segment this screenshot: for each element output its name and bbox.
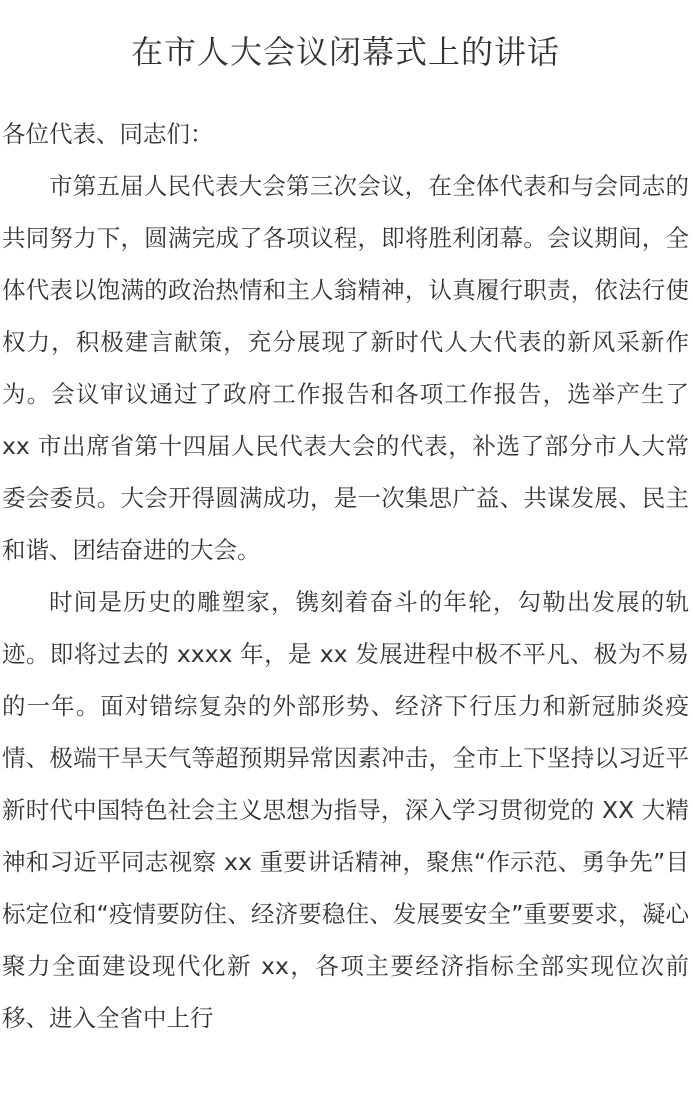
salutation: 各位代表、同志们： (2, 120, 214, 148)
document-title: 在市人大会议闭幕式上的讲话 (130, 33, 560, 71)
paragraph: 时间是历史的雕塑家，镌刻着奋斗的年轮，勾勒出发展的轨迹。即将过去的 xxxx 年，是 xx 发展进程中极不平凡、极为不易的一年。面对错综复杂的外部形势、经济下行压力和新冠肺炎疫情、极端干旱天气等超预期异常因素冲击，全市上下坚持以习近平新时代中国特色社会主义思想为指导，深入学习贯彻党的 XX 大精神和习近平同志视察 xx 重要讲话精神，聚焦“作示范、勇争先”目标定位和“疫情要防住、经济要稳住、发展要安全”重要要求，凝心聚力全面建设现代化新 xx，各项主要经济指标全部实现位次前移、进入全省中上行 (2, 588, 689, 1032)
paragraph: 市第五届人民代表大会第三次会议，在全体代表和与会同志的共同努力下，圆满完成了各项议程，即将胜利闭幕。会议期间，全体代表以饱满的政治热情和主人翁精神，认真履行职责，依法行使权力，积极建言献策，充分展现了新时代人大代表的新风采新作为。会议审议通过了政府工作报告和各项工作报告，选举产生了 xx 市出席省第十四届人民代表大会的代表，补选了部分市人大常委会委员。大会开得圆满成功，是一次集思广益、共谋发展、民主和谐、团结奋进的大会。 (2, 172, 689, 564)
